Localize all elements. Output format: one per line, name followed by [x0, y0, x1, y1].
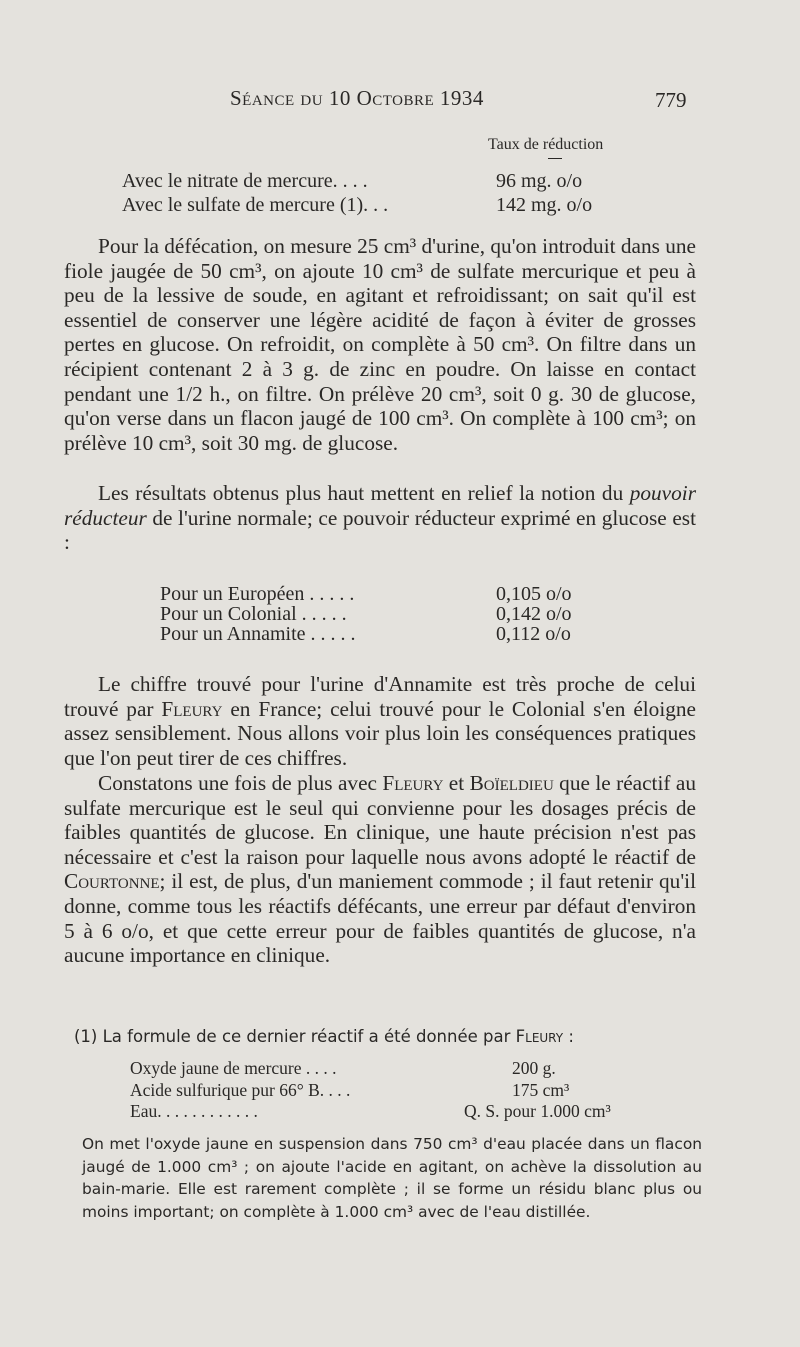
glucose-row-label: Pour un Européen . . . . . — [160, 583, 355, 605]
footnote-row-label: Oxyde jaune de mercure . . . . — [130, 1058, 337, 1078]
reduction-row-label: Avec le nitrate de mercure. . . . — [122, 170, 368, 192]
footnote-row-value: Q. S. pour 1.000 cm³ — [464, 1101, 611, 1121]
footnote-author: Fleury — [515, 1027, 564, 1046]
footnote-row-value: 200 g. — [512, 1058, 556, 1078]
paragraph-pouvoir — [64, 481, 696, 555]
footnote-head-after: : — [563, 1027, 574, 1046]
p3-b: en France; celui trouvé pour le Colonial s'en éloigne assez sensiblement. Nous allons voir plus loin les conséquences pratiques que l'on peut tirer de ces chiffres. — [64, 696, 696, 770]
glucose-row-label: Pour un Colonial . . . . . — [160, 603, 347, 625]
footnote-row-value: 175 cm³ — [512, 1080, 570, 1100]
paragraph-chiffre — [64, 672, 696, 770]
paragraph-defecation — [64, 234, 696, 455]
p2-before: Les résultats obtenus plus haut mettent en relief la notion du — [98, 481, 630, 505]
p4-a: Constatons une fois de plus avec — [98, 771, 383, 795]
caption-dash — [548, 158, 562, 159]
author-fleury: Fleury — [382, 771, 444, 795]
paragraph-defecation-text: Pour la défécation, on mesure 25 cm³ d'urine, qu'on introduit dans une fiole jaugée de 50 cm³, on ajoute 10 cm³ de sulfate mercurique et peu à peu de la lessive de soude, en agitant et refroidissant; on sait qu'il est essentiel de conserver une légère acidité de façon à éviter de grosses pertes en glucose. On refroidit, on complète à 50 cm³. On filtre dans un récipient contenant 2 à 3 g. de zinc en poudre. On laisse en contact pendant une 1/2 h., on filtre. On prélève 20 cm³, soit 0 g. 30 de glucose, qu'on verse dans un flacon jaugé de 100 cm³. On complète à 100 cm³; on prélève 10 cm³, soit 30 mg. de glucose. — [64, 234, 696, 455]
reduction-row-value: 142 mg. o/o — [496, 194, 593, 216]
p2-italic: pouvoir réducteur — [64, 481, 696, 530]
author-boieldieu: Boïeldieu — [469, 771, 554, 795]
page-number: 779 — [655, 88, 687, 112]
footnote-paragraph: On met l'oxyde jaune en suspension dans 750 cm³ d'eau placée dans un flacon jaugé de 1.000 cm³ ; on ajoute l'acide en agitant, on achève la dissolution au bain-marie. Elle est rarement complète ; il se forme un résidu blanc plus ou moins important; on complète à 1.000 cm³ avec de l'eau distillée. — [82, 1135, 702, 1221]
glucose-row-value: 0,112 o/o — [496, 623, 571, 645]
p4-d: ; il est, de plus, d'un maniement commode ; il faut retenir qu'il donne, comme tous les réactifs défécants, une erreur par défaut d'environ 5 à 6 o/o, et que cette erreur pour de faibles quantités de glucose, n'a aucune importance en clinique. — [64, 869, 696, 968]
glucose-row-value: 0,142 o/o — [496, 603, 572, 625]
author-fleury: Fleury — [161, 696, 223, 721]
footnote-row-label: Acide sulfurique pur 66° B. . . . — [130, 1080, 351, 1100]
footnote-row-label: Eau. . . . . . . . . . . . — [130, 1101, 258, 1121]
p4-c: que le réactif au sulfate mercurique est le seul qui convienne pour les dosages précis de faibles quantités de glucose. En clinique, une haute précision n'est pas nécessaire et c'est la raison pour laquelle nous avons adopté le réactif de — [64, 771, 696, 869]
reduction-row-value: 96 mg. o/o — [496, 170, 583, 192]
glucose-row-label: Pour un Annamite . . . . . — [160, 623, 356, 645]
author-courtonne: Courtonne — [64, 869, 160, 894]
footnote-head-before: (1) La formule de ce dernier réactif a été donnée par — [74, 1027, 516, 1046]
reduction-table-caption: Taux de réduction — [488, 136, 604, 153]
p3-a: Le chiffre trouvé pour l'urine d'Annamite est très proche de celui trouvé par — [64, 672, 696, 721]
paragraph-constatons — [64, 771, 696, 968]
glucose-row-value: 0,105 o/o — [496, 583, 572, 605]
p2-after: de l'urine normale; ce pouvoir réducteur exprimé en glucose est : — [64, 505, 696, 555]
running-header: Séance du 10 Octobre 1934 — [230, 86, 484, 110]
p4-b: et — [443, 771, 470, 795]
footnote-heading — [74, 1027, 704, 1046]
reduction-row-label: Avec le sulfate de mercure (1). . . — [122, 194, 389, 216]
